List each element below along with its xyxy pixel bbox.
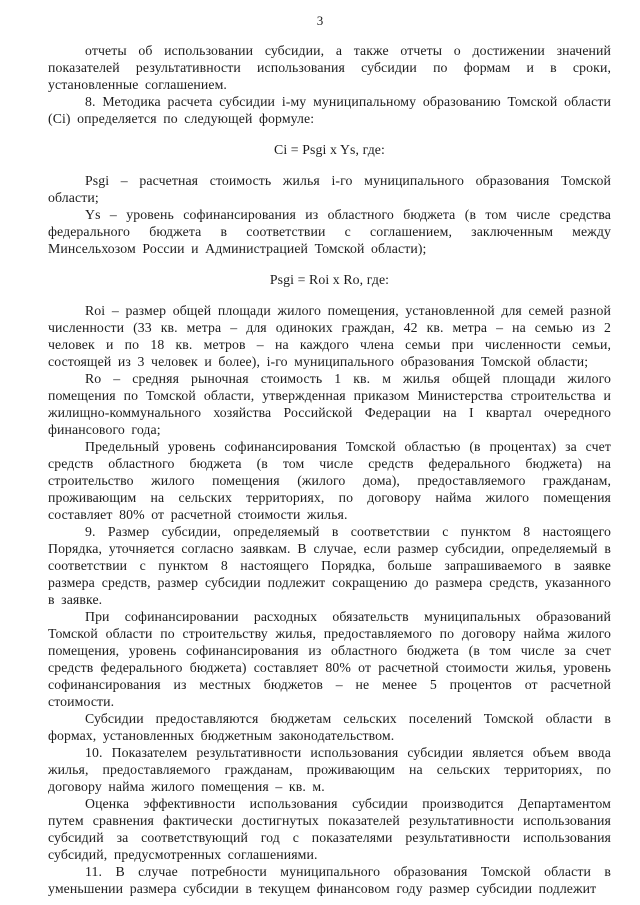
paragraph: Предельный уровень софинансирования Томской областью (в процентах) за счет средств областного бюджета (в том числе средств федерального бюджета) на строительство жилого помещения (жилого дома), предоставляемого гражданам, проживающим на сельских территориях, по договору найма жилого помещения составляет 80% от расчетной стоимости жилья. bbox=[48, 439, 611, 522]
formula-line: Psgi = Roi x Ro, где: bbox=[269, 272, 390, 287]
document-body bbox=[48, 42, 611, 897]
formula-line: Ci = Psgi x Ys, где: bbox=[274, 142, 385, 157]
paragraph: При софинансировании расходных обязательств муниципальных образований Томской области по строительству жилья, предоставляемого по договору найма жилого помещения, уровень софинансирования из областного бюджета (в том числе за счет средств федерального бюджета) составляет 80% от расчетной стоимости жилья, уровень софинансирования из местных бюджетов – не менее 5 процентов от расчетной стоимости. bbox=[48, 609, 611, 709]
paragraph: Субсидии предоставляются бюджетам сельских поселений Томской области в формах, установленных бюджетным законодательством. bbox=[48, 711, 611, 743]
paragraph: 11. В случае потребности муниципального образования Томской области в уменьшении размера субсидии в текущем финансовом году размер субсидии подлежит bbox=[48, 864, 611, 896]
paragraph: отчеты об использовании субсидии, а также отчеты о достижении значений показателей результативности использования субсидии по формам и в сроки, установленные соглашением. bbox=[48, 43, 611, 92]
paragraph: Psgi – расчетная стоимость жилья i-го муниципального образования Томской области; bbox=[48, 173, 611, 205]
paragraph: Оценка эффективности использования субсидии производится Департаментом путем сравнения фактически достигнутых показателей результативности использования субсидий за соответствующий год с показателями результативности использования субсидий, предусмотренных соглашениями. bbox=[48, 796, 611, 862]
paragraph: Roi – размер общей площади жилого помещения, установленной для семей разной численности (33 кв. метра – для одиноких граждан, 42 кв. метра – на семью из 2 человек и по 18 кв. метров – на каждого члена семьи при численности семьи, состоящей из 3 человек и более), i-го муниципального образования Томской области; bbox=[48, 303, 611, 369]
paragraph: 9. Размер субсидии, определяемый в соответствии с пунктом 8 настоящего Порядка, уточняется согласно заявкам. В случае, если размер субсидии, определяемый в соответствии с пунктом 8 настоящего Порядка, больше запрашиваемого в заявке размера средств, размер субсидии подлежит сокращению до размера средств, указанного в заявке. bbox=[48, 524, 611, 607]
paragraph: 8. Методика расчета субсидии i-му муниципальному образованию Томской области (Ci) определяется по следующей формуле: bbox=[48, 94, 611, 126]
paragraph: Ro – средняя рыночная стоимость 1 кв. м жилья общей площади жилого помещения по Томской области, утвержденная приказом Министерства строительства и жилищно-коммунального хозяйства Российской Федерации на I квартал очередного финансового года; bbox=[48, 371, 611, 437]
paragraph: Ys – уровень софинансирования из областного бюджета (в том числе средства федерального бюджета в соответствии с соглашением, заключенным между Минсельхозом России и Администрацией Томской области); bbox=[48, 207, 611, 256]
paragraph: 10. Показателем результативности использования субсидии является объем ввода жилья, предоставляемого гражданам, проживающим на сельских территориях, по договору найма жилого помещения – кв. м. bbox=[48, 745, 611, 794]
page-number: 3 bbox=[316, 13, 324, 28]
